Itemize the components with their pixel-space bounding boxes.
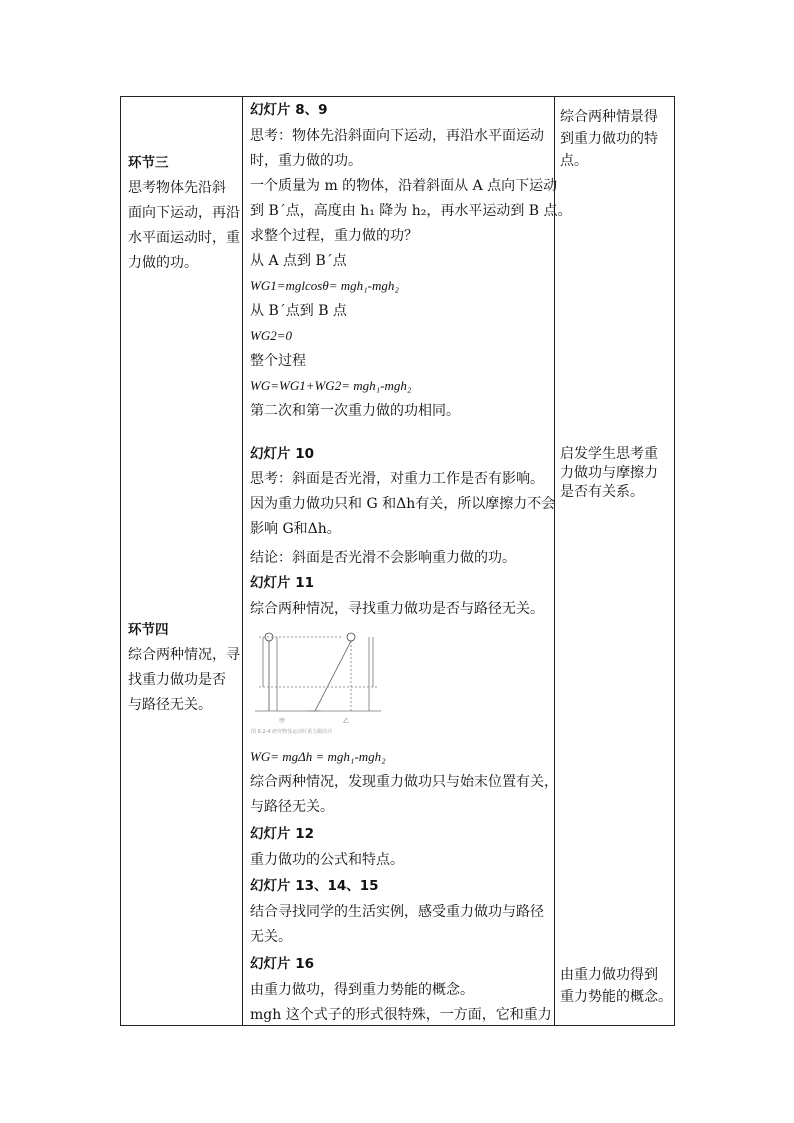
paragraph-line: 因为重力做功只和 G 和Δh有关，所以摩擦力不会: [250, 496, 556, 512]
equation: WG= mgΔh = mgh₁-mgh₂: [250, 749, 386, 764]
note-line: 点。: [560, 153, 588, 169]
paragraph-line: 综合两种情况，发现重力做功只与始末位置有关，: [250, 774, 558, 790]
paragraph-line: 从 B´点到 B 点: [250, 303, 347, 319]
paragraph-line: 结论：斜面是否光滑不会影响重力做的功。: [250, 550, 516, 566]
note-line: 由重力做功得到: [560, 967, 658, 983]
notes-column: [555, 97, 675, 1026]
figure-label-left: 甲: [279, 718, 286, 725]
section3-line: 思考物体先沿斜: [128, 180, 226, 196]
note-line: 重力势能的概念。: [560, 989, 672, 1005]
equation: WG2=0: [250, 328, 292, 343]
equation: WG=WG1+WG2= mgh₁-mgh₂: [250, 378, 412, 393]
slide-heading: 幻灯片 13、14、15: [250, 878, 379, 894]
section3-line: 面向下运动，再沿: [128, 205, 240, 221]
section4-title: 环节四: [128, 622, 169, 638]
paragraph-line: 求整个过程，重力做的功？: [250, 228, 418, 244]
paragraph-line: 与路径无关。: [250, 799, 334, 815]
paragraph-line: 综合两种情况，寻找重力做功是否与路径无关。: [250, 601, 544, 617]
section4-line: 综合两种情况，寻: [128, 647, 240, 663]
paragraph-line: 结合寻找同学的生活实例，感受重力做功与路径: [250, 904, 544, 920]
paragraph-line: 一个质量为 m 的物体，沿着斜面从 A 点向下运动: [250, 178, 558, 194]
figure-label-right: 乙: [343, 718, 350, 725]
section4-line: 找重力做功是否: [128, 672, 226, 688]
note-line: 到重力做功的特: [560, 131, 658, 147]
section-column: [121, 97, 243, 1026]
paragraph-line: 整个过程: [250, 353, 306, 369]
slide-heading: 幻灯片 16: [250, 956, 314, 972]
figure-drawing: [251, 627, 431, 737]
gravity-work-figure: [251, 627, 431, 737]
note-line: 启发学生思考重: [560, 446, 658, 462]
figure-caption: 图 8.2-4 研究物体运动时重力做的功: [251, 729, 333, 735]
slide-heading: 幻灯片 12: [250, 826, 314, 842]
paragraph-line: 由重力做功，得到重力势能的概念。: [250, 982, 474, 998]
paragraph-line: mgh 这个式子的形式很特殊，一方面，它和重力: [250, 1007, 552, 1023]
equation: WG1=mglcosθ= mgh₁-mgh₂: [250, 278, 399, 293]
paragraph-line: 思考：物体先沿斜面向下运动，再沿水平面运动: [250, 128, 544, 144]
paragraph-line: 从 A 点到 B´点: [250, 253, 347, 269]
slide-heading: 幻灯片 11: [250, 575, 314, 591]
lesson-table: [120, 96, 675, 1026]
content-column: [243, 97, 572, 1026]
paragraph-line: 到 B´点，高度由 h₁ 降为 h₂，再水平运动到 B 点。: [250, 203, 572, 219]
paragraph-line: 重力做功的公式和特点。: [250, 852, 404, 868]
paragraph-line: 第二次和第一次重力做的功相同。: [250, 403, 460, 419]
section3-line: 水平面运动时，重: [128, 230, 240, 246]
paragraph-line: 影响 G和Δh。: [250, 521, 341, 537]
section4-line: 与路径无关。: [128, 697, 212, 713]
note-line: 力做功与摩擦力: [560, 465, 658, 481]
slide-heading: 幻灯片 10: [250, 446, 314, 462]
note-line: 是否有关系。: [560, 484, 644, 500]
section3-title: 环节三: [128, 155, 169, 171]
paragraph-line: 无关。: [250, 929, 292, 945]
paragraph-line: 时，重力做的功。: [250, 153, 362, 169]
note-line: 综合两种情景得: [560, 109, 658, 125]
section3-line: 力做的功。: [128, 255, 198, 271]
table-row: [121, 97, 675, 1026]
paragraph-line: 思考：斜面是否光滑，对重力工作是否有影响。: [250, 471, 544, 487]
slide-heading: 幻灯片 8、9: [250, 102, 328, 118]
